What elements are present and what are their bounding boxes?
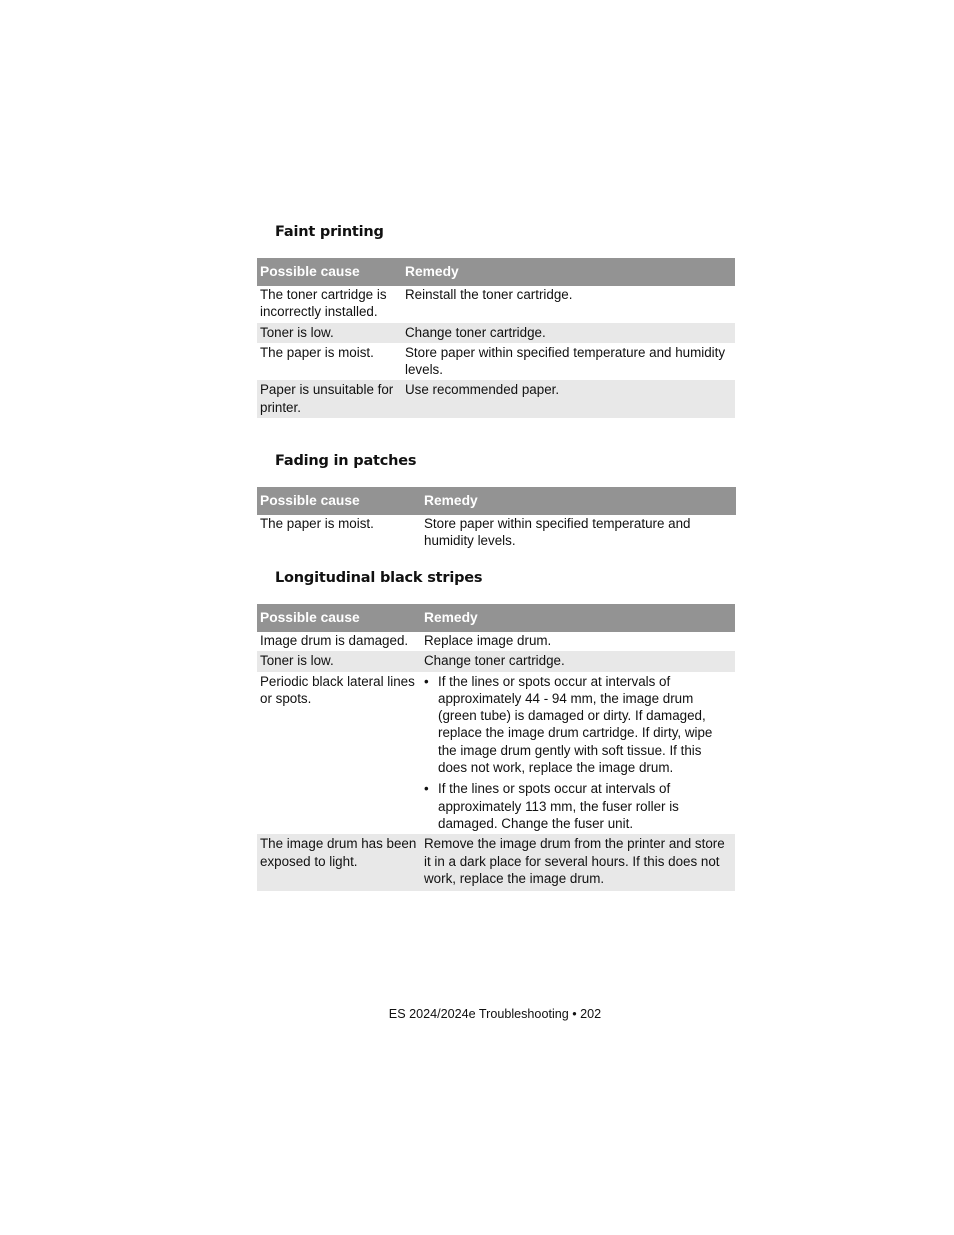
table-row [257, 515, 736, 552]
cause-cell: Paper is unsuitable for printer. [257, 380, 402, 418]
remedy-bullet-list [424, 673, 732, 833]
column-header-remedy: Remedy [402, 258, 735, 286]
table-row [257, 834, 735, 891]
section-title-fading-in-patches: Fading in patches [275, 453, 417, 469]
cause-cell: The paper is moist. [260, 516, 374, 531]
cause-cell: Periodic black lateral lines or spots. [260, 673, 415, 706]
column-header-cause: Possible cause [257, 604, 421, 632]
page-footer [0, 1007, 954, 1021]
bullet-text: If the lines or spots occur at intervals of approximately 44 - 94 mm, the image drum (green tube) is damaged or dirty. If damaged, replace the image drum cartridge. If dirty, wipe the image drum gently with soft tissue. If this does not work, replace the image drum. [438, 673, 713, 776]
column-header-cause: Possible cause [257, 487, 421, 515]
column-header-remedy: Remedy [421, 487, 736, 515]
bullet-icon: • [424, 673, 429, 689]
table-header-row [257, 258, 735, 286]
table-row [257, 323, 735, 343]
table-row [257, 343, 735, 381]
table-faint-printing [257, 258, 735, 418]
table-header-row [257, 487, 736, 515]
remedy-cell: Store paper within specified temperature and humidity levels. [424, 516, 691, 549]
section-title-longitudinal-black-stripes: Longitudinal black stripes [275, 570, 483, 586]
section-title-faint-printing: Faint printing [275, 224, 384, 240]
cause-cell: The image drum has been exposed to light. [257, 834, 421, 891]
remedy-cell: Change toner cartridge. [402, 323, 735, 343]
remedy-cell: Replace image drum. [424, 633, 552, 648]
remedy-cell: Reinstall the toner cartridge. [405, 287, 573, 302]
table-fading-in-patches [257, 487, 736, 552]
column-header-remedy: Remedy [421, 604, 735, 632]
table-row [257, 632, 735, 651]
cause-cell: Toner is low. [257, 323, 402, 343]
remedy-cell: Store paper within specified temperature and humidity levels. [405, 344, 726, 378]
column-header-cause: Possible cause [257, 258, 402, 286]
cause-cell: The toner cartridge is incorrectly installed. [260, 287, 387, 320]
table-row [257, 651, 735, 671]
remedy-cell: Change toner cartridge. [421, 651, 735, 671]
bullet-icon: • [424, 781, 429, 797]
remedy-bullet-item [424, 673, 732, 777]
footer-title: ES 2024/2024e Troubleshooting [388, 1007, 569, 1021]
cause-cell: The paper is moist. [260, 344, 374, 360]
table-longitudinal-black-stripes [257, 604, 735, 891]
cause-cell: Image drum is damaged. [260, 633, 409, 648]
remedy-cell [421, 672, 735, 835]
table-header-row [257, 604, 735, 632]
remedy-cell: Remove the image drum from the printer and store it in a dark place for several hours. If this does not work, replace the image drum. [421, 834, 735, 891]
bullet-text: If the lines or spots occur at intervals of approximately 113 mm, the fuser roller is damaged. Change the fuser unit. [438, 781, 679, 831]
table-row [257, 380, 735, 418]
footer-separator: • [572, 1007, 577, 1021]
remedy-cell: Use recommended paper. [402, 380, 735, 418]
remedy-bullet-item [424, 780, 732, 832]
table-row [257, 286, 735, 323]
cause-cell: Toner is low. [257, 651, 421, 671]
table-row [257, 672, 735, 835]
page-number: 202 [580, 1007, 602, 1021]
